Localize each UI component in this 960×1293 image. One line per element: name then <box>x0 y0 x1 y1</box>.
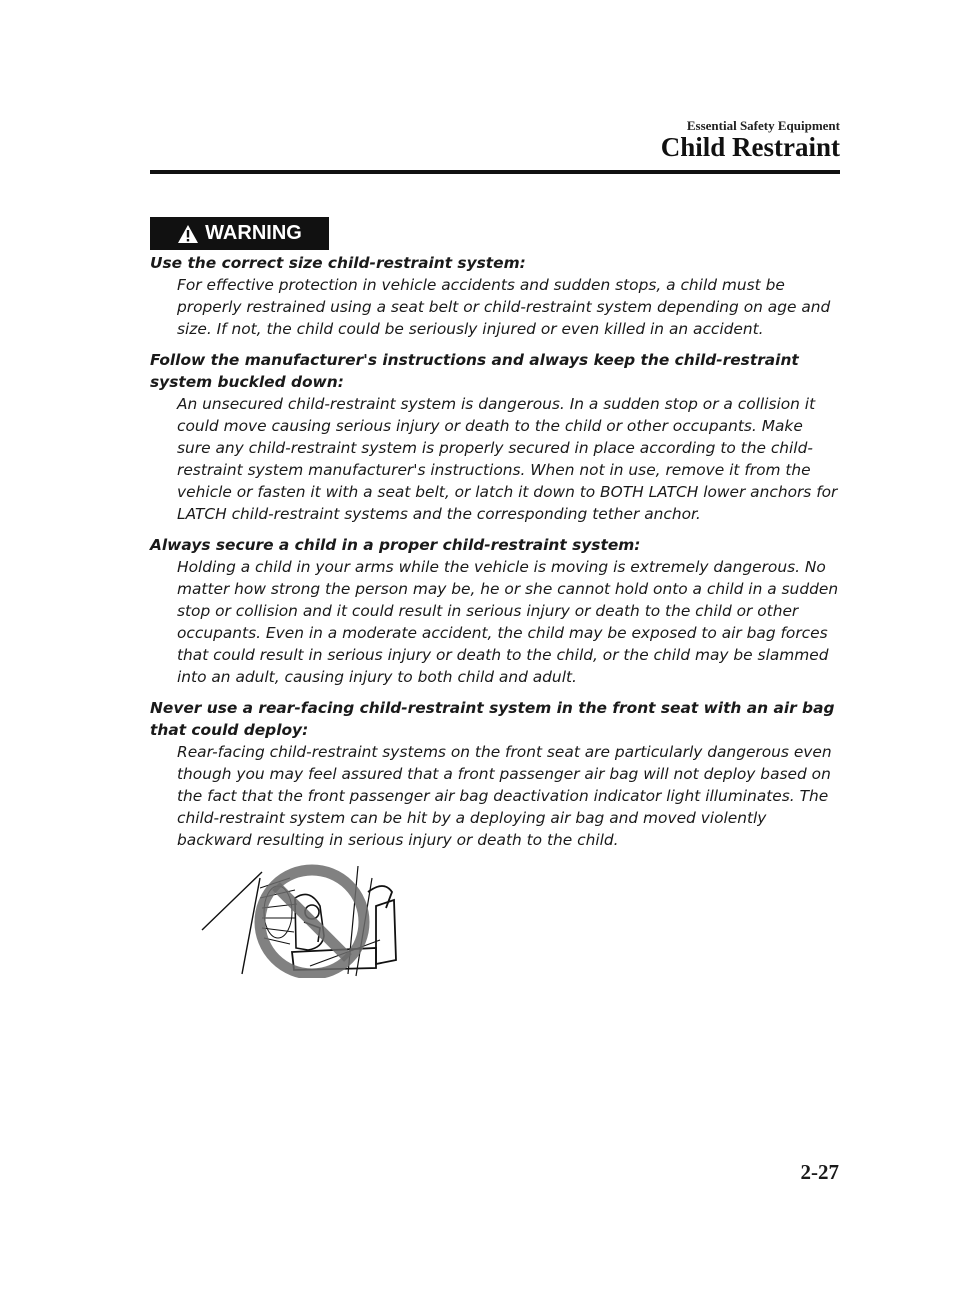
warning-item-heading: Always secure a child in a proper child-restraint system: <box>150 536 641 554</box>
warning-item <box>150 534 840 688</box>
header-divider <box>150 170 840 174</box>
warning-item-body: Holding a child in your arms while the vehicle is moving is extremely dangerous. No matter how strong the person may be, he or she cannot hold onto a child in a sudden stop or collision and it could result in serious injury or death to the child or other occupants. Even in a moderate accident, the child may be exposed to air bag forces that could result in serious injury or death to the child, or the child may be slammed into an adult, causing injury to both child and adult. <box>177 558 839 686</box>
warning-item-body: An unsecured child-restraint system is dangerous. In a sudden stop or a collision it could move causing serious injury or death to the child or other occupants. Make sure any child-restraint system is properly secured in place according to the child-restraint system manufacturer's instructions. When not in use, remove it from the vehicle or fasten it with a seat belt, or latch it down to BOTH LATCH lower anchors for LATCH child-restraint systems and the corresponding tether anchor. <box>177 395 838 523</box>
warning-label: WARNING <box>205 222 302 244</box>
warning-triangle-icon <box>177 224 199 244</box>
header-section-label: Essential Safety Equipment <box>686 118 840 133</box>
warning-item <box>150 252 840 340</box>
warning-item-heading: Use the correct size child-restraint system: <box>150 254 526 272</box>
warning-item-body: For effective protection in vehicle accidents and sudden stops, a child must be properly restrained using a seat belt or child-restraint system depending on age and size. If not, the child could be seriously injured or even killed in an accident. <box>177 276 831 338</box>
warning-content <box>150 252 840 860</box>
page-number: 2-27 <box>800 1160 839 1184</box>
warning-item-heading: Never use a rear-facing child-restraint system in the front seat with an air bag that could deploy: <box>150 699 835 739</box>
page-title: Child Restraint <box>660 132 840 162</box>
rear-facing-seat-prohibited-illustration <box>200 848 410 978</box>
warning-item-body: Rear-facing child-restraint systems on the front seat are particularly dangerous even though you may feel assured that a front passenger air bag will not deploy based on the fact that the front passenger air bag deactivation indicator light illuminates. The child-restraint system can be hit by a deploying air bag and moved violently backward resulting in serious injury or death to the child. <box>177 743 832 849</box>
warning-item <box>150 697 840 851</box>
warning-item <box>150 349 840 525</box>
warning-item-heading: Follow the manufacturer's instructions and always keep the child-restraint system buckled down: <box>150 351 799 391</box>
warning-badge <box>150 217 329 250</box>
